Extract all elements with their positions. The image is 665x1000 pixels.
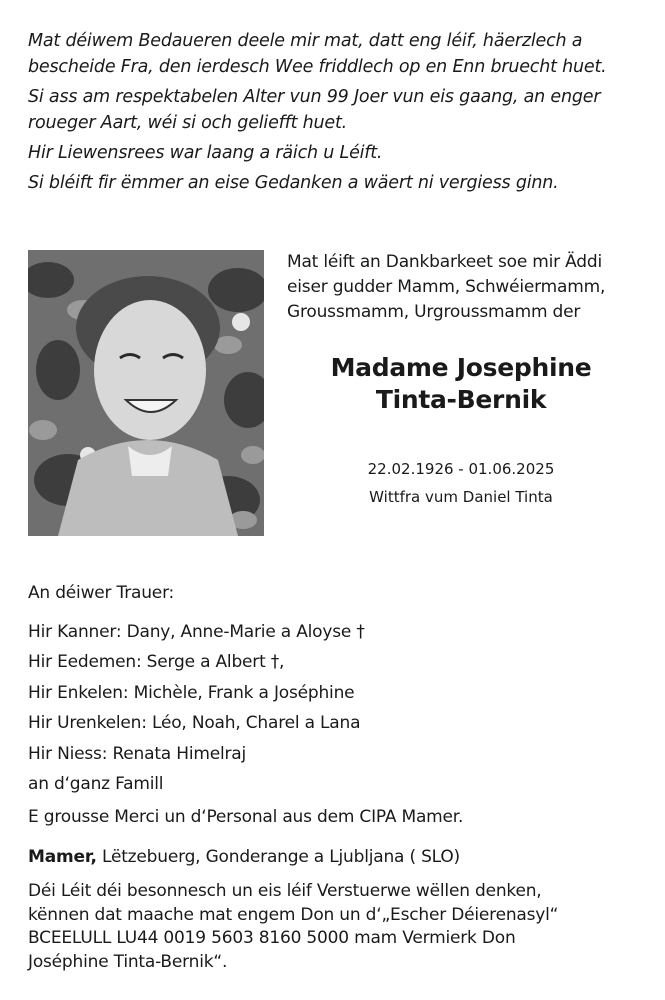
mourners-line: Hir Enkelen: Michèle, Frank a Joséphine	[28, 682, 355, 703]
donation-line: BCEELULL LU44 0019 5603 8160 5000 mam Vermierk Don	[28, 928, 516, 948]
mourners-line: Hir Urenkelen: Léo, Noah, Charel a Lana	[28, 713, 361, 733]
dedication-line: Groussmamm, Urgroussmamm der	[287, 302, 581, 322]
portrait-photo-image	[28, 250, 264, 536]
intro-text	[28, 28, 643, 200]
intro-paragraph: Si bléift fir ëmmer an eise Gedanken a wäert ni vergiess ginn.	[28, 173, 559, 193]
deceased-name-last: Tinta-Bernik	[375, 385, 547, 414]
life-dates-block	[280, 455, 642, 511]
dedication-text	[287, 250, 647, 325]
mourners-line: Hir Niess: Renata Himelraj	[28, 743, 247, 764]
mourners-line: an d‘ganz Famill	[28, 774, 164, 794]
donation-line: Joséphine Tinta-Bernik“.	[28, 951, 228, 972]
intro-paragraph: Si ass am respektabelen Alter vun 99 Joer vun eis gaang, an enger roueger Aart, wéi si och geliefft huet.	[28, 87, 601, 133]
portrait-photo	[28, 250, 264, 536]
intro-paragraph: Hir Liewensrees war laang a räich u Léift.	[28, 143, 383, 163]
deceased-name-first: Madame Josephine	[330, 353, 592, 382]
mourners-heading: An déiwer Trauer:	[28, 583, 175, 603]
donation-line: kënnen dat maache mat engem Don un d‘„Escher Déierenasyl“	[28, 904, 559, 925]
donation-line: Déi Léit déi besonnesch un eis léif Verstuerwe wëllen denken,	[28, 881, 542, 901]
widow-of: Wittfra vum Daniel Tinta	[369, 488, 553, 506]
mourners-line: Hir Kanner: Dany, Anne-Marie a Aloyse †	[28, 621, 365, 642]
place-line	[28, 843, 643, 871]
dedication-line: eiser gudder Mamm, Schwéiermamm,	[287, 277, 606, 297]
mourners-line: Hir Eedemen: Serge a Albert †,	[28, 652, 285, 672]
dedication-line: Mat léift an Dankbarkeet soe mir Äddi	[287, 252, 602, 272]
intro-paragraph: Mat déiwem Bedaueren deele mir mat, datt eng léif, häerzlech a bescheide Fra, den ierdesch Wee friddlech op en Enn bruecht huet.	[28, 31, 607, 77]
thanks-note: E grousse Merci un d‘Personal aus dem CIPA Mamer.	[28, 807, 464, 827]
deceased-name	[280, 352, 642, 416]
place-rest: Lëtzebuerg, Gonderange a Ljubljana ( SLO)	[96, 847, 460, 867]
donation-note	[28, 880, 640, 974]
life-dates: 22.02.1926 - 01.06.2025	[367, 460, 555, 478]
mourners-list	[28, 578, 643, 800]
place-town: Mamer,	[28, 847, 97, 867]
